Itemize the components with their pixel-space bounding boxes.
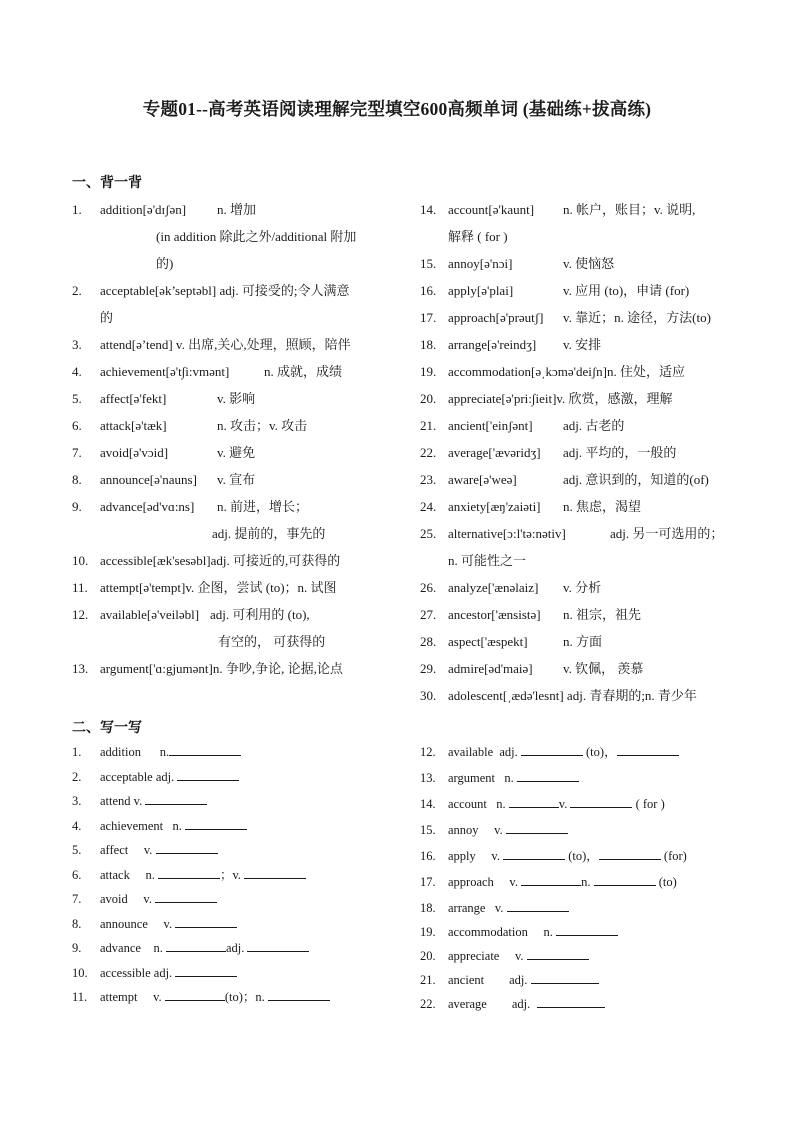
vocab-item-1 (72, 196, 392, 271)
item-number: 16. (420, 849, 436, 863)
section-heading-write: 二、写一写 (72, 721, 142, 736)
item-word: anxiety[æŋ'zaiəti] (448, 499, 541, 514)
answer-blank[interactable] (537, 993, 605, 1008)
item-number: 10. (72, 553, 89, 568)
fill-item-16 (420, 844, 740, 870)
answer-blank[interactable] (506, 819, 568, 834)
item-number: 25. (420, 526, 437, 541)
item-text (100, 912, 237, 937)
answer-blank[interactable] (599, 845, 661, 860)
item-word: approach v. (448, 875, 522, 889)
item-text (448, 766, 579, 791)
item-connector: v. (558, 797, 571, 811)
vocab-item-20 (420, 385, 740, 412)
fill-item-19 (420, 920, 740, 944)
item-word: attempt[ə'tempt]v. 企图，尝试 (to)；n. 试图 (100, 580, 337, 595)
item-number: 2. (72, 283, 82, 298)
item-number: 19. (420, 364, 437, 379)
vocab-item-24 (420, 493, 740, 520)
item-number: 17. (420, 310, 437, 325)
item-definition: v. 影响 (217, 391, 256, 406)
answer-blank[interactable] (158, 864, 220, 879)
item-number: 1. (72, 745, 82, 759)
vocab-item-11 (72, 574, 392, 601)
item-word: arrange[ə'reindʒ] (448, 337, 537, 352)
item-number: 12. (72, 607, 89, 622)
item-definition: n. 祖宗，祖先 (563, 607, 642, 622)
vocab-item-10 (72, 547, 392, 574)
item-word: avoid[ə'vɔid] (100, 445, 169, 460)
item-number: 5. (72, 843, 82, 857)
item-word: account[ə'kaunt] (448, 202, 535, 217)
item-number: 22. (420, 445, 437, 460)
item-extra: 的 (100, 310, 114, 325)
item-number: 5. (72, 391, 82, 406)
item-number: 20. (420, 391, 437, 406)
item-definition: adj. 另一可选用的； (610, 526, 724, 541)
item-definition: v. 钦佩， 羡慕 (563, 661, 644, 676)
vocab-item-2 (72, 277, 392, 331)
item-definition: v. 避免 (217, 445, 256, 460)
item-word: achievement n. (100, 818, 186, 833)
item-word: argument['ɑ:gjumənt]n. 争吵,争论, 论据,论点 (100, 661, 343, 676)
item-definition: v. 靠近；n. 途径，方法(to) (563, 310, 711, 325)
answer-blank[interactable] (175, 913, 237, 928)
item-number: 4. (72, 364, 82, 379)
item-connector: ；v. (219, 867, 245, 882)
vocab-item-7 (72, 439, 392, 466)
answer-blank[interactable] (556, 921, 618, 936)
item-word: attempt v. (100, 990, 165, 1004)
item-number: 3. (72, 337, 82, 352)
item-word: addition[ə'dɪʃən] (100, 202, 187, 217)
fill-item-18 (420, 896, 740, 920)
fill-item-4 (72, 814, 392, 839)
item-number: 30. (420, 688, 437, 703)
item-word: attend v. (100, 794, 146, 808)
vocab-item-5 (72, 385, 392, 412)
item-number: 19. (420, 925, 436, 939)
item-connector: n. (581, 875, 594, 889)
item-word: accommodation[ə͵kɔmə'deiʃn]n. 住处，适应 (448, 364, 685, 379)
vocab-item-6 (72, 412, 392, 439)
item-number: 21. (420, 973, 436, 987)
answer-blank[interactable] (509, 793, 559, 808)
item-text (448, 944, 589, 969)
item-word: appreciate[ə'pri:∫ieit]v. 欣赏，感激，理解 (448, 391, 673, 406)
item-text (448, 968, 599, 993)
item-text (100, 936, 309, 961)
vocab-item-27 (420, 601, 740, 628)
item-number: 4. (72, 818, 82, 833)
item-word: attend[ə’tend] v. 出席,关心,处理，照顾，陪伴 (100, 337, 351, 352)
answer-blank[interactable] (521, 741, 583, 756)
item-text (100, 961, 237, 986)
item-text (448, 740, 679, 765)
item-text (100, 814, 247, 839)
item-definition: n. 攻击；v. 攻击 (217, 418, 308, 433)
fill-item-3 (72, 789, 392, 814)
item-number: 6. (72, 418, 82, 433)
item-number: 9. (72, 499, 82, 514)
item-definition: n. 增加 (217, 202, 257, 217)
item-definition: n. 前进，增长； (217, 499, 309, 514)
item-word: adolescent[͵ædə'lesnt] adj. 青春期的;n. 青少年 (448, 688, 697, 703)
item-definition: v. 宣布 (217, 472, 256, 487)
answer-blank[interactable] (175, 962, 237, 977)
item-text (100, 863, 306, 888)
answer-blank[interactable] (507, 897, 569, 912)
item-definition: n. 成就，成绩 (264, 364, 343, 379)
item-word: annoy[ə'nɔi] (448, 256, 513, 271)
answer-blank[interactable] (145, 790, 207, 805)
item-number: 8. (72, 472, 82, 487)
item-number: 15. (420, 256, 437, 271)
item-word: available adj. (448, 745, 521, 759)
item-text (100, 985, 330, 1010)
fill-item-15 (420, 818, 740, 844)
vocab-item-23 (420, 466, 740, 493)
item-number: 14. (420, 797, 436, 811)
item-definition: v. 使恼怒 (563, 256, 615, 271)
vocab-item-26 (420, 574, 740, 601)
item-text (448, 992, 605, 1017)
vocab-item-19 (420, 358, 740, 385)
item-definition: adj. 可利用的 (to), (210, 607, 310, 622)
vocab-item-9 (72, 493, 392, 547)
item-word: affect[ə'fekt] (100, 391, 167, 406)
item-number: 17. (420, 875, 436, 889)
answer-blank[interactable] (156, 839, 218, 854)
item-definition: n. 焦虑，渴望 (563, 499, 642, 514)
item-word: attack[ə'tæk] (100, 418, 167, 433)
fill-item-10 (72, 961, 392, 986)
item-text (100, 789, 207, 814)
fill-item-7 (72, 887, 392, 912)
item-text (100, 887, 217, 912)
item-number: 2. (72, 769, 82, 784)
item-word: attack n. (100, 867, 158, 882)
item-definition: n. 帐户，账目；v. 说明, (563, 202, 696, 217)
item-number: 28. (420, 634, 437, 649)
vocab-item-14 (420, 196, 740, 250)
fill-list-right (420, 740, 740, 1016)
vocab-item-8 (72, 466, 392, 493)
item-word: apply[ə'plai] (448, 283, 514, 298)
fill-item-2 (72, 765, 392, 790)
answer-blank[interactable] (517, 767, 579, 782)
fill-list-left (72, 740, 392, 1010)
item-number: 26. (420, 580, 437, 595)
item-number: 6. (72, 867, 82, 882)
answer-blank[interactable] (521, 871, 581, 886)
answer-blank[interactable] (169, 741, 241, 756)
vocab-item-17 (420, 304, 740, 331)
answer-blank[interactable] (268, 986, 330, 1001)
item-definition: v. 应用 (to)，申请 (for) (563, 283, 690, 298)
answer-blank[interactable] (503, 845, 565, 860)
vocab-item-18 (420, 331, 740, 358)
item-word: analyze['ænəlaiz] (448, 580, 539, 595)
item-word: annoy v. (448, 823, 506, 837)
item-text (448, 896, 569, 921)
item-word: announce v. (100, 916, 176, 931)
item-number: 7. (72, 445, 82, 460)
vocab-item-22 (420, 439, 740, 466)
item-word: accessible[æk'sesəbl]adj. 可接近的,可获得的 (100, 553, 341, 568)
fill-item-21 (420, 968, 740, 992)
item-word: alternative[ɔ:l'tə:nətiv] (448, 526, 566, 541)
item-number: 18. (420, 901, 436, 915)
item-text (448, 920, 618, 945)
item-word: accommodation n. (448, 925, 556, 939)
item-word: approach[ə'prəutʃ] (448, 310, 544, 325)
item-word: admire[əd'maiə] (448, 661, 533, 676)
vocab-item-13 (72, 655, 392, 682)
item-number: 13. (420, 771, 436, 785)
fill-item-20 (420, 944, 740, 968)
item-number: 1. (72, 202, 82, 217)
item-number: 15. (420, 823, 436, 837)
item-word: announce[ə'nauns] (100, 472, 197, 487)
item-word: average['ævəridʒ] (448, 445, 541, 460)
answer-blank[interactable] (570, 793, 632, 808)
item-definition: adj. 平均的，一般的 (563, 445, 677, 460)
fill-item-5 (72, 838, 392, 863)
vocab-item-28 (420, 628, 740, 655)
item-number: 27. (420, 607, 437, 622)
answer-blank[interactable] (594, 871, 656, 886)
item-word: achievement[ə't∫i:vmənt] (100, 364, 230, 379)
item-word: account n. (448, 797, 509, 811)
item-number: 3. (72, 794, 82, 808)
vocab-item-29 (420, 655, 740, 682)
fill-item-6 (72, 863, 392, 888)
item-number: 7. (72, 892, 82, 906)
item-word: acceptable[ək’septəbl] adj. 可接受的;令人满意 (100, 283, 350, 298)
item-word: affect v. (100, 843, 156, 857)
answer-blank[interactable] (155, 888, 217, 903)
item-number: 24. (420, 499, 437, 514)
item-extra: adj. 提前的，事先的 (212, 526, 326, 541)
vocab-item-12 (72, 601, 392, 655)
item-word: accessible adj. (100, 965, 176, 980)
item-word: addition n. (100, 745, 170, 759)
vocab-item-15 (420, 250, 740, 277)
item-text (100, 765, 239, 790)
fill-item-11 (72, 985, 392, 1010)
item-text (448, 870, 677, 895)
item-text (448, 792, 665, 817)
item-number: 16. (420, 283, 437, 298)
item-number: 22. (420, 997, 436, 1011)
item-word: aware[ə'weə] (448, 472, 517, 487)
item-number: 14. (420, 202, 437, 217)
item-word: advance n. (100, 941, 166, 955)
fill-item-22 (420, 992, 740, 1016)
item-number: 9. (72, 941, 82, 955)
answer-blank[interactable] (244, 864, 306, 879)
item-word: apply v. (448, 849, 504, 863)
item-extra: (in addition 除此之外/additional 附加 (156, 229, 357, 244)
item-definition: v. 分析 (563, 580, 602, 595)
item-number: 29. (420, 661, 437, 676)
item-extra: 有空的， 可获得的 (218, 634, 326, 649)
item-word: aspect['æspekt] (448, 634, 528, 649)
item-number: 13. (72, 661, 89, 676)
item-suffix: ( for ) (632, 797, 665, 811)
vocab-list-right (420, 196, 740, 709)
item-definition: adj. 古老的 (563, 418, 625, 433)
item-text (100, 838, 218, 863)
item-connector: (to)， (565, 849, 599, 863)
item-extra: n. 可能性之一 (448, 553, 527, 568)
item-word: ancient adj. (448, 973, 531, 987)
vocab-item-4 (72, 358, 392, 385)
item-definition: adj. 意识到的，知道的(of) (563, 472, 709, 487)
page-title: 专题01--高考英语阅读理解完型填空600高频单词 (基础练+拔高练) (142, 99, 652, 119)
answer-blank[interactable] (617, 741, 679, 756)
answer-blank[interactable] (185, 815, 247, 830)
item-definition: n. 方面 (563, 634, 603, 649)
answer-blank[interactable] (177, 766, 239, 781)
item-number: 12. (420, 745, 436, 759)
item-connector: (to)， (582, 745, 617, 759)
item-number: 10. (72, 965, 88, 980)
answer-blank[interactable] (166, 937, 226, 952)
item-text (100, 740, 241, 765)
fill-item-13 (420, 766, 740, 792)
fill-item-14 (420, 792, 740, 818)
section-heading-recite: 一、背一背 (72, 176, 142, 191)
item-word: arrange v. (448, 901, 507, 915)
answer-blank[interactable] (247, 937, 309, 952)
item-number: 23. (420, 472, 437, 487)
item-number: 18. (420, 337, 437, 352)
item-text (448, 844, 687, 869)
fill-item-9 (72, 936, 392, 961)
item-connector: (to)；n. (224, 990, 268, 1004)
item-number: 8. (72, 916, 82, 931)
answer-blank[interactable] (165, 986, 225, 1001)
item-extra-2: 的) (156, 256, 174, 271)
fill-item-1 (72, 740, 392, 765)
item-suffix: (for) (660, 849, 687, 863)
item-word: acceptable adj. (100, 769, 178, 784)
fill-item-12 (420, 740, 740, 766)
item-word: ancient['einʃənt] (448, 418, 533, 433)
item-definition: v. 安排 (563, 337, 602, 352)
answer-blank[interactable] (531, 969, 599, 984)
item-extra: 解释 ( for ) (448, 229, 508, 244)
item-suffix: (to) (655, 875, 677, 889)
item-number: 20. (420, 949, 436, 963)
item-word: available[ə'veiləbl] (100, 607, 200, 622)
fill-item-17 (420, 870, 740, 896)
item-word: average adj. (448, 997, 537, 1011)
item-word: advance[əd'vɑ:ns] (100, 499, 195, 514)
fill-item-8 (72, 912, 392, 937)
item-word: avoid v. (100, 892, 156, 906)
vocab-item-21 (420, 412, 740, 439)
item-word: ancestor['ænsistə] (448, 607, 541, 622)
item-connector: adj. (225, 941, 248, 955)
vocab-item-3 (72, 331, 392, 358)
item-number: 11. (72, 580, 88, 595)
vocab-item-25 (420, 520, 740, 574)
item-text (448, 818, 568, 843)
item-number: 21. (420, 418, 437, 433)
answer-blank[interactable] (527, 945, 589, 960)
vocab-item-30 (420, 682, 740, 709)
item-word: appreciate v. (448, 949, 527, 963)
vocab-list-left (72, 196, 392, 682)
item-number: 11. (72, 990, 88, 1004)
vocab-item-16 (420, 277, 740, 304)
item-word: argument n. (448, 771, 517, 785)
